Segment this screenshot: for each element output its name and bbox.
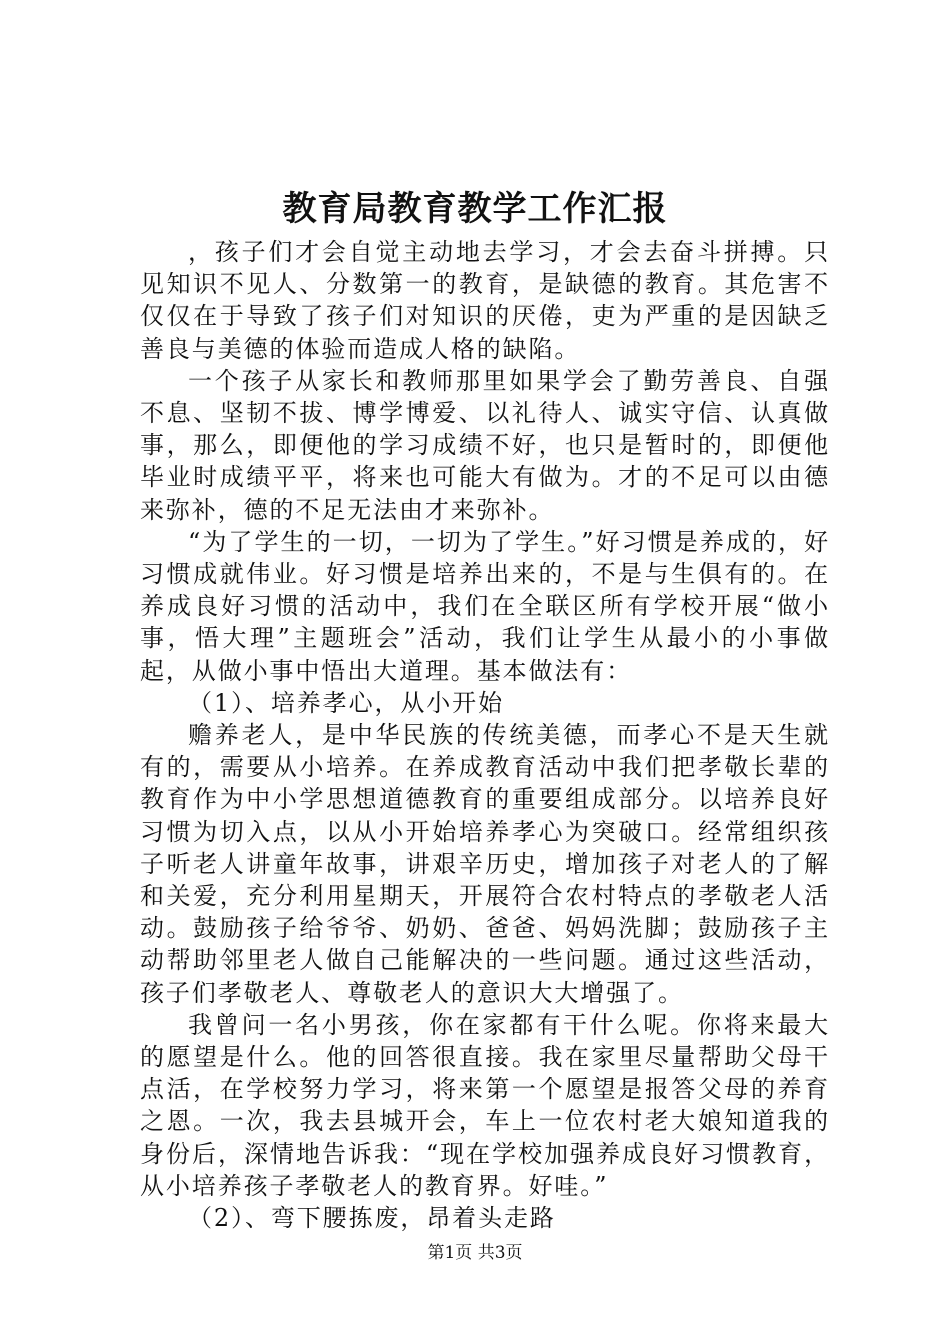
paragraph-5: 我曾问一名小男孩，你在家都有干什么呢。你将来最大的愿望是什么。他的回答很直接。我在家里尽量帮助父母干点活，在学校努力学习，将来第一个愿望是报答父母的养育之恩。一次，我去县城开会，车上一位农村老大娘知道我的身份后，深情地告诉我：“现在学校加强养成良好习惯教育，从小培养孩子孝敬老人的教育界。好哇。”	[140, 1010, 830, 1200]
paragraph-3: “为了学生的一切，一切为了学生。”好习惯是养成的，好习惯成就伟业。好习惯是培养出来的，不是与生俱有的。在养成良好习惯的活动中，我们在全联区所有学校开展“做小事，悟大理”主题班会”活动，我们让学生从最小的小事做起，从做小事中悟出大道理。基本做法有：	[140, 527, 830, 685]
section-heading-1: （1）、培养孝心，从小开始	[188, 688, 504, 717]
document-title: 教育局教育教学工作汇报	[282, 189, 668, 229]
paragraph-1: ，孩子们才会自觉主动地去学习，才会去奋斗拼搏。只见知识不见人、分数第一的教育，是缺德的教育。其危害不仅仅在于导致了孩子们对知识的厌倦，吏为严重的是因缺乏善良与美德的体验而造成人格的缺陷。	[140, 238, 830, 363]
paragraph-4: 赡养老人，是中华民族的传统美德，而孝心不是天生就有的，需要从小培养。在养成教育活动中我们把孝敬长辈的教育作为中小学思想道德教育的重要组成部分。以培养良好习惯为切入点，以从小开始培养孝心为突破口。经常组织孩子听老人讲童年故事，讲艰辛历史，增加孩子对老人的了解和关爱，充分利用星期天，开展符合农村特点的孝敬老人活动。鼓励孩子给爷爷、奶奶、爸爸、妈妈洗脚；鼓励孩子主动帮助邻里老人做自己能解决的一些问题。通过这些活动，孩子们孝敬老人、尊敬老人的意识大大增强了。	[140, 721, 830, 1007]
paragraph-2: 一个孩子从家长和教师那里如果学会了勤劳善良、自强不息、坚韧不拔、博学博爱、以礼待人、诚实守信、认真做事，那么，即便他的学习成绩不好，也只是暂时的，即便他毕业时成绩平平，将来也可能大有做为。才的不足可以由德来弥补，德的不足无法由才来弥补。	[140, 366, 830, 524]
section-heading-2: （2）、弯下腰拣废，昂着头走路	[188, 1204, 556, 1233]
page-number-footer: 第1页 共3页	[427, 1243, 523, 1263]
document-body	[140, 236, 830, 1234]
